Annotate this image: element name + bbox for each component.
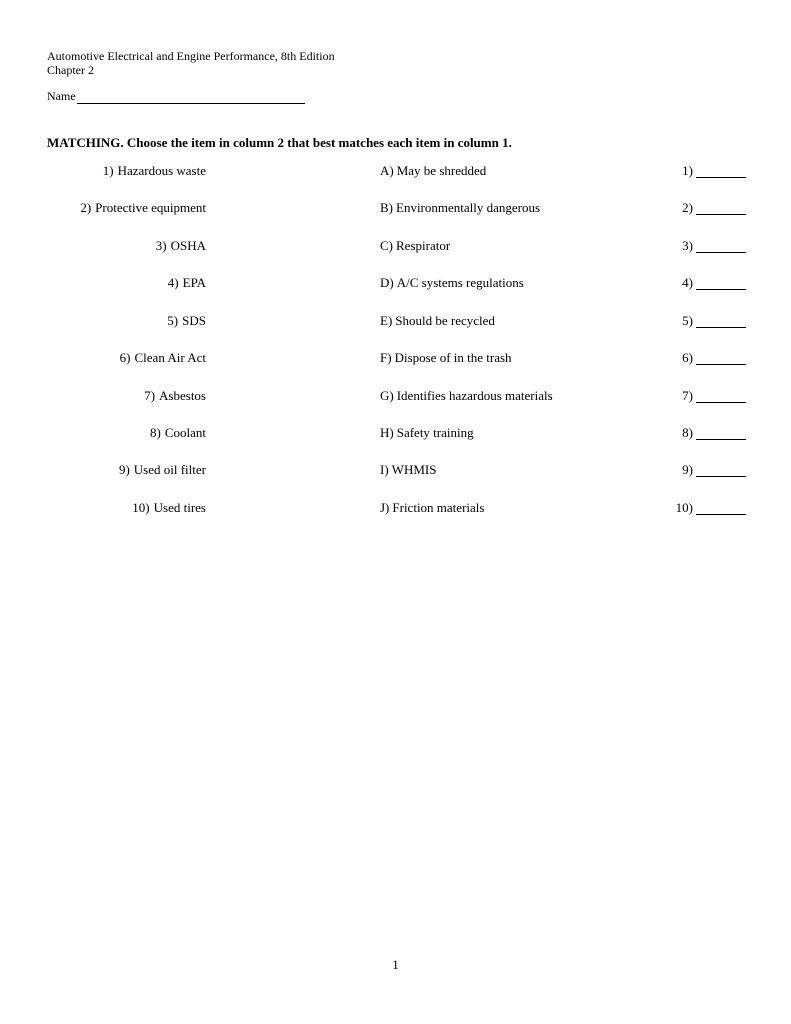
answer-number: 1) [682, 163, 693, 178]
column1-item [103, 163, 206, 179]
column1-term: EPA [182, 275, 206, 290]
column1-number: 7) [144, 388, 156, 403]
column1-number: 1) [102, 163, 114, 178]
matching-row [0, 500, 791, 520]
matching-row [0, 313, 791, 333]
answer-blank[interactable] [696, 177, 746, 178]
answer-number: 5) [682, 313, 693, 328]
column2-description: Should be recycled [395, 313, 495, 328]
column1-term: Asbestos [159, 388, 206, 403]
column2-letter: I) [380, 462, 389, 477]
chapter-label: Chapter 2 [47, 63, 94, 77]
column2-item [380, 388, 553, 404]
name-input-line[interactable] [77, 90, 305, 104]
column2-letter: A) [380, 163, 394, 178]
column1-term: Hazardous waste [117, 163, 206, 178]
column1-term: Coolant [164, 425, 206, 440]
answer-blank[interactable] [696, 214, 746, 215]
page-number: 1 [392, 957, 399, 972]
column1-item [144, 388, 206, 404]
answer-blank[interactable] [696, 402, 746, 403]
column2-letter: G) [380, 388, 394, 403]
answer-number: 10) [675, 500, 693, 515]
answer-blank[interactable] [696, 289, 746, 290]
column2-letter: F) [380, 350, 392, 365]
column1-item [167, 313, 206, 329]
column2-letter: C) [380, 238, 393, 253]
column1-number: 5) [167, 313, 179, 328]
column1-number: 8) [149, 425, 161, 440]
column1-number: 9) [118, 462, 130, 477]
column1-item [150, 425, 206, 441]
name-label: Name [47, 89, 76, 103]
column2-description: Dispose of in the trash [394, 350, 512, 365]
column1-item [156, 238, 206, 254]
column1-number: 10) [132, 500, 150, 515]
column1-term: Protective equipment [95, 200, 206, 215]
column1-number: 6) [119, 350, 131, 365]
column1-item [132, 500, 206, 516]
matching-row [0, 388, 791, 408]
column2-letter: D) [380, 275, 394, 290]
matching-instructions: MATCHING. Choose the item in column 2 that best matches each item in column 1. [47, 135, 512, 150]
answer-blank[interactable] [696, 364, 746, 365]
column2-description: Safety training [396, 425, 474, 440]
column1-term: OSHA [170, 238, 206, 253]
book-title: Automotive Electrical and Engine Performance, 8th Edition [47, 49, 335, 63]
column2-item [380, 425, 474, 441]
answer-blank[interactable] [696, 327, 746, 328]
matching-row [0, 462, 791, 482]
column1-term: Clean Air Act [134, 350, 206, 365]
column2-item [380, 275, 524, 291]
matching-row [0, 163, 791, 183]
column2-item [380, 462, 436, 478]
column2-letter: E) [380, 313, 393, 328]
column2-description: May be shredded [396, 163, 487, 178]
answer-blank[interactable] [696, 439, 746, 440]
answer-number: 8) [682, 425, 693, 440]
answer-blank[interactable] [696, 514, 746, 515]
column1-item [119, 462, 206, 478]
column1-term: Used oil filter [133, 462, 206, 477]
column2-description: A/C systems regulations [396, 275, 524, 290]
column2-item [380, 238, 450, 254]
column2-letter: B) [380, 200, 393, 215]
column2-letter: H) [380, 425, 394, 440]
column2-item [380, 200, 540, 216]
answer-blank[interactable] [696, 476, 746, 477]
matching-row [0, 200, 791, 220]
answer-blank[interactable] [696, 252, 746, 253]
answer-number: 7) [682, 388, 693, 403]
column1-item [80, 200, 206, 216]
matching-row [0, 425, 791, 445]
column2-item [380, 350, 512, 366]
column2-description: WHMIS [391, 462, 437, 477]
answer-number: 9) [682, 462, 693, 477]
column2-item [380, 313, 495, 329]
matching-row [0, 238, 791, 258]
matching-row [0, 350, 791, 370]
column1-number: 2) [80, 200, 92, 215]
column1-item [168, 275, 206, 291]
column2-item [380, 500, 484, 516]
answer-number: 3) [682, 238, 693, 253]
column2-description: Identifies hazardous materials [396, 388, 553, 403]
column1-number: 3) [155, 238, 167, 253]
column2-item [380, 163, 486, 179]
column2-letter: J) [380, 500, 390, 515]
column2-description: Environmentally dangerous [396, 200, 541, 215]
column1-term: Used tires [153, 500, 206, 515]
column1-term: SDS [182, 313, 206, 328]
answer-number: 4) [682, 275, 693, 290]
column2-description: Friction materials [392, 500, 485, 515]
name-field-row [47, 89, 305, 104]
column1-number: 4) [167, 275, 179, 290]
answer-number: 2) [682, 200, 693, 215]
matching-row [0, 275, 791, 295]
column2-description: Respirator [396, 238, 451, 253]
answer-number: 6) [682, 350, 693, 365]
column1-item [120, 350, 206, 366]
